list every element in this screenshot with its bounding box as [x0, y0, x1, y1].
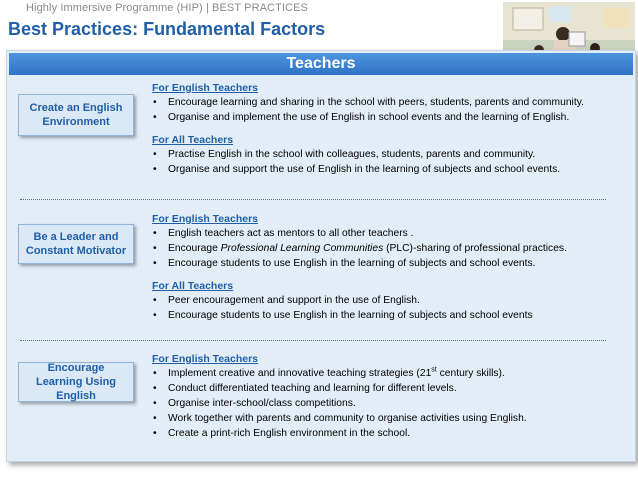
list-item: • Organise and implement the use of English in school events and the learning of English. [152, 110, 622, 125]
list-item: • Organise and support the use of English in the learning of subjects and school events. [152, 162, 622, 177]
group-heading: For All Teachers [152, 134, 234, 146]
list-item: • Encourage students to use English in the learning of subjects and school events. [152, 256, 622, 271]
section-learning-english [152, 352, 622, 441]
plc-emphasis: Professional Learning Communities [220, 243, 384, 254]
bullet-list [152, 293, 622, 323]
section-divider [20, 199, 606, 200]
list-item: • Work together with parents and community to organise activities using English. [152, 411, 622, 426]
section-label-learning-english [18, 362, 134, 402]
bullet-list [152, 226, 622, 271]
group-heading: For All Teachers [152, 280, 234, 292]
list-item: • Conduct differentiated teaching and learning for different levels. [152, 381, 622, 396]
panel-title: Teachers [9, 53, 633, 75]
list-item-text: (PLC)-sharing of professional practices. [383, 243, 567, 254]
list-item-text: century skills). [436, 368, 505, 379]
list-item: • Encourage learning and sharing in the school with peers, students, parents and community. [152, 95, 622, 110]
bullet-list [152, 95, 622, 125]
section-label-text: Encourage Learning Using English [35, 362, 117, 402]
section-create-environment [152, 81, 622, 177]
group-heading: For English Teachers [152, 213, 258, 225]
page-title: Best Practices: Fundamental Factors [8, 19, 326, 39]
section-label-text: Be a Leader and Constant Motivator [25, 231, 127, 257]
bullet-list [152, 366, 622, 441]
list-item [152, 366, 622, 381]
list-item: • Practise English in the school with colleagues, students, parents and community. [152, 147, 622, 162]
bullet-list [152, 147, 622, 177]
list-item: • Organise inter-school/class competitions. [152, 396, 622, 411]
group-heading: For English Teachers [152, 82, 258, 94]
list-item: • Peer encouragement and support in the use of English. [152, 293, 622, 308]
section-label-create-environment [18, 94, 134, 136]
section-divider [20, 340, 606, 341]
group-heading: For English Teachers [152, 353, 258, 365]
superscript: st [431, 366, 437, 374]
list-item-text: Implement creative and innovative teaching strategies (21 [168, 368, 432, 379]
section-leader-motivator [152, 212, 622, 323]
top-caption: Highly Immersive Programme (HIP) | BEST PRACTICES [26, 2, 308, 14]
list-item: • Encourage students to use English in the learning of subjects and school events [152, 308, 622, 323]
list-item: • Create a print-rich English environment in the school. [152, 426, 622, 441]
section-label-text: Create an English Environment [29, 102, 123, 128]
section-label-leader-motivator [18, 224, 134, 264]
list-item [152, 241, 622, 256]
list-item: • English teachers act as mentors to all other teachers . [152, 226, 622, 241]
list-item-text: Encourage [168, 243, 221, 254]
